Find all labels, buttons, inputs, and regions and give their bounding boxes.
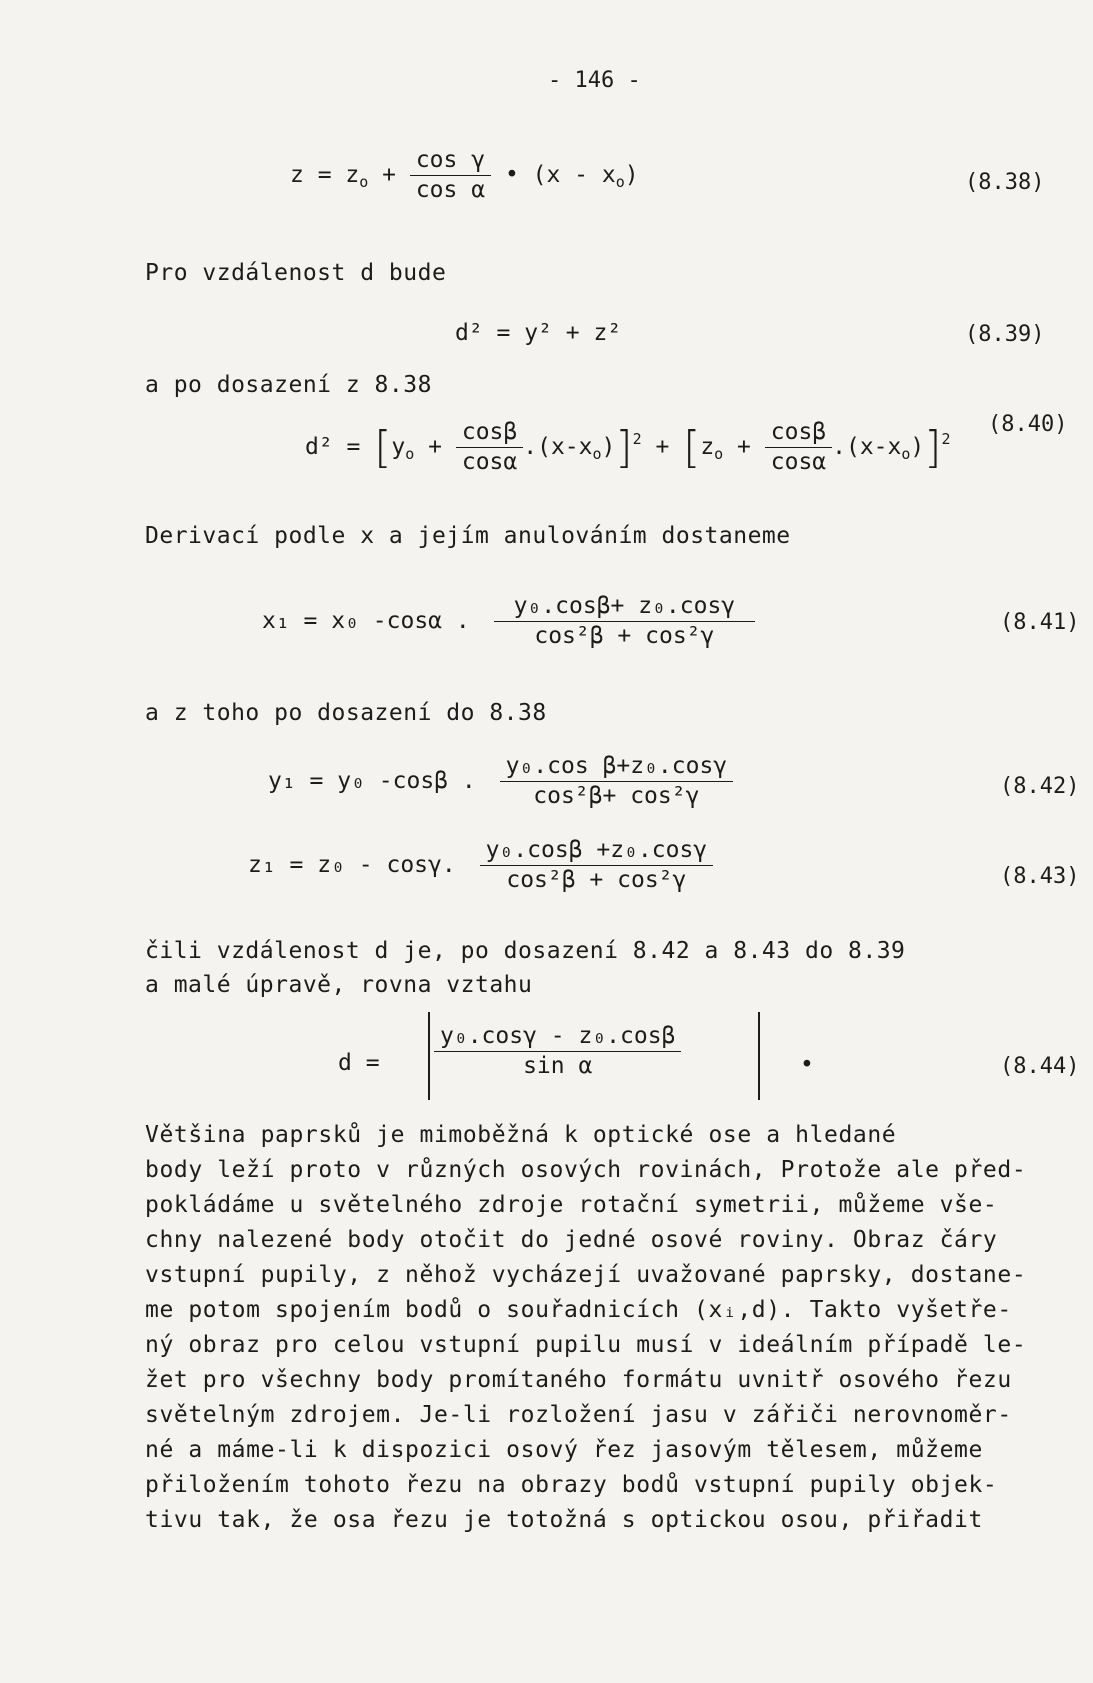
text-line-derivative: Derivací podle x a jejím anulováním dostaneme xyxy=(145,523,791,549)
eq-842-numerator: y₀.cos β+z₀.cosγ xyxy=(500,752,734,782)
paragraph-line: světelným zdrojem. Je-li rozložení jasu v zářiči nerovnoměr- xyxy=(145,1402,1012,1428)
paragraph-line: pokládáme u světelného zdroje rotační symetrii, můžeme vše- xyxy=(145,1192,998,1218)
abs-bar-right xyxy=(758,1012,760,1100)
page-number: - 146 - xyxy=(548,68,641,93)
body-paragraph xyxy=(145,1118,1080,1538)
paragraph-line: tivu tak, že osa řezu je totožná s optickou osou, přiřadit xyxy=(145,1507,983,1533)
abs-bar-left xyxy=(428,1012,430,1100)
equation-label-8-39: (8.39) xyxy=(965,322,1045,347)
eq-840-numerator-1: cosβ xyxy=(456,418,523,448)
eq-844-dot: • xyxy=(800,1052,814,1078)
text-line-distance-is: čili vzdálenost d je, po dosazení 8.42 a 8.43 do 8.39 xyxy=(145,938,906,964)
eq-840-numerator-2: cosβ xyxy=(765,418,832,448)
eq-844-denominator: sin α xyxy=(523,1052,593,1079)
paragraph-line: chny nalezené body otočit do jedné osové roviny. Obraz čáry xyxy=(145,1227,998,1253)
equation-8-40: $d^2 = [y_o$ + $\frac{\cos\beta}{\cos\alpha}$ $.(x-x_o)]^2 + [z_o$ + $\frac{\cos\beta}{\cos\alpha}$ $.(x-x_o)]^2$ xyxy=(305,419,951,475)
paragraph-line: přiložením tohoto řezu na obrazy bodů vstupní pupily objek- xyxy=(145,1472,998,1498)
equation-label-8-44: (8.44) xyxy=(1000,1054,1080,1079)
eq-838-numerator: cos γ xyxy=(410,146,491,176)
equation-label-8-38: (8.38) xyxy=(965,170,1045,195)
equation-8-41 xyxy=(262,592,755,651)
paragraph-line: Většina paprsků je mimoběžná k optické ose a hledané xyxy=(145,1122,897,1148)
eq-843-fraction xyxy=(480,836,714,895)
eq-838-rhs-close: ) xyxy=(624,161,639,188)
eq-843-denominator: cos²β + cos²γ xyxy=(506,866,687,893)
text-line-distance: Pro vzdálenost d bude xyxy=(145,260,447,286)
eq-840-fraction-1 xyxy=(456,418,523,477)
equation-8-38: $z = z_o$ + $\frac{\text{cos γ}}{\text{cos α}}$ • $(x - x_o)$ xyxy=(290,147,639,203)
equation-label-8-40: (8.40) xyxy=(988,412,1068,437)
eq-838-denominator: cos α xyxy=(415,176,486,203)
equation-label-8-43: (8.43) xyxy=(1000,864,1080,889)
eq-842-lhs: y₁ = y₀ -cosβ . xyxy=(268,767,476,794)
text-line-small-adjustment: a malé úpravě, rovna vztahu xyxy=(145,972,533,998)
eq-842-denominator: cos²β+ cos²γ xyxy=(533,782,700,809)
eq-840-lhs: d² = xyxy=(305,433,361,460)
eq-841-numerator: y₀.cosβ+ z₀.cosγ xyxy=(494,592,756,622)
equation-8-43 xyxy=(248,836,713,895)
equation-8-39: d² = y² + z² xyxy=(455,320,622,346)
eq-838-fraction xyxy=(410,146,491,205)
eq-843-numerator: y₀.cosβ +z₀.cosγ xyxy=(480,836,714,866)
eq-842-fraction xyxy=(500,752,734,811)
text-line-from-it: a z toho po dosazení do 8.38 xyxy=(145,700,547,726)
eq-838-lhs: z = z xyxy=(290,161,360,188)
paragraph-line: body leží proto v různých osových rovinách, Protože ale před- xyxy=(145,1157,1027,1183)
eq-843-lhs: z₁ = z₀ - cosγ. xyxy=(248,851,456,878)
eq-844-numerator: y₀.cosγ - z₀.cosβ xyxy=(434,1022,681,1052)
paragraph-line: vstupní pupily, z něhož vycházejí uvažované paprsky, dostane- xyxy=(145,1262,1027,1288)
eq-844-lhs: d = xyxy=(338,1050,380,1076)
eq-841-fraction xyxy=(494,592,756,651)
paragraph-line: me potom spojením bodů o souřadnicích (xᵢ,d). Takto vyšetře- xyxy=(145,1297,1012,1323)
eq-840-denominator-1: cosα xyxy=(461,448,518,475)
eq-841-denominator: cos²β + cos²γ xyxy=(534,622,715,649)
eq-840-fraction-2 xyxy=(765,418,832,477)
equation-8-42 xyxy=(268,752,733,811)
eq-840-denominator-2: cosα xyxy=(770,448,827,475)
eq-841-lhs: x₁ = x₀ -cosα . xyxy=(262,607,470,634)
eq-844-fraction xyxy=(434,1022,681,1081)
equation-8-44 xyxy=(434,1022,681,1081)
paragraph-line: né a máme-li k dispozici osový řez jasovým tělesem, můžeme xyxy=(145,1437,983,1463)
eq-838-rhs: • (x - x xyxy=(504,161,616,188)
equation-label-8-42: (8.42) xyxy=(1000,774,1080,799)
paragraph-line: ný obraz pro celou vstupní pupilu musí v ideálním případě le- xyxy=(145,1332,1027,1358)
text-line-substitution: a po dosazení z 8.38 xyxy=(145,372,432,398)
paragraph-line: žet pro všechny body promítaného formátu uvnitř osového řezu xyxy=(145,1367,1012,1393)
equation-label-8-41: (8.41) xyxy=(1000,610,1080,635)
